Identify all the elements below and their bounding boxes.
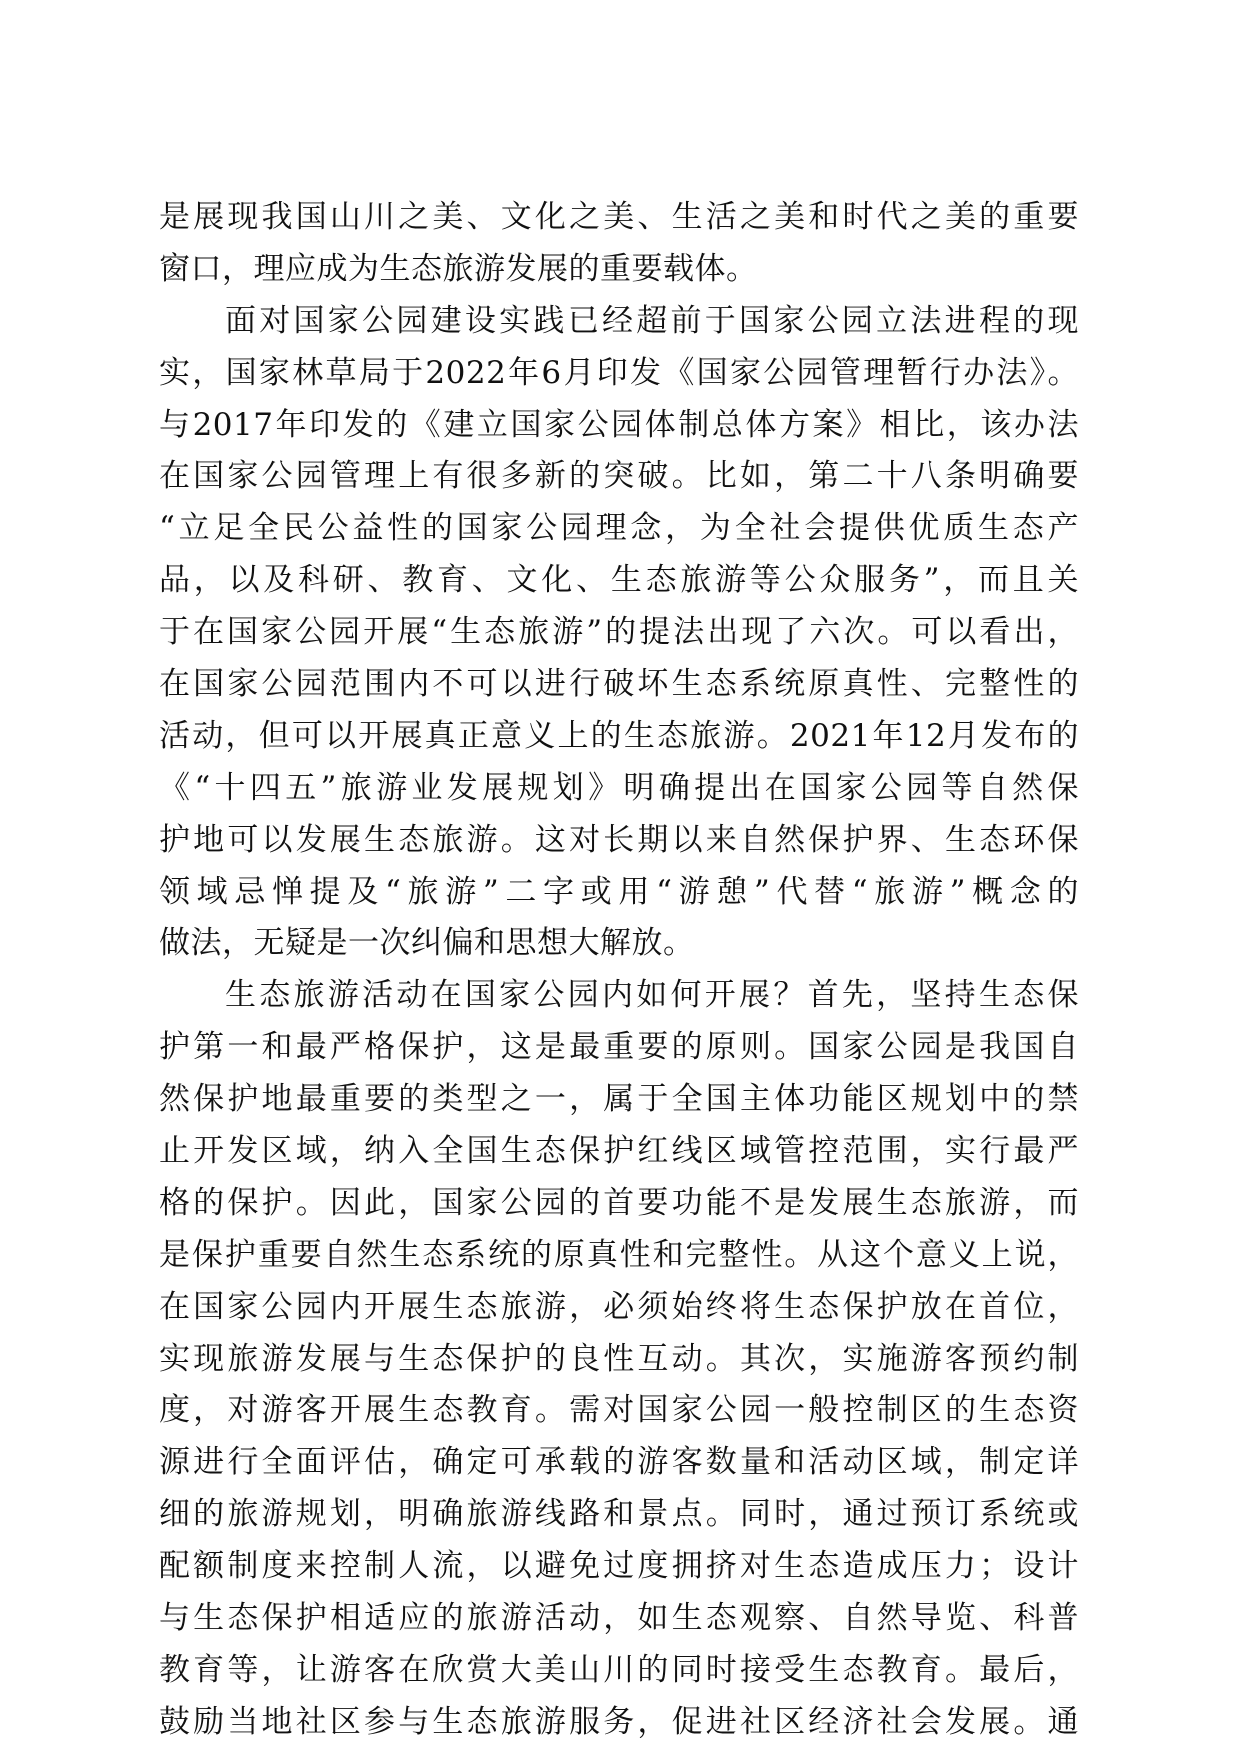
text-line-15: 做法，无疑是一次纠偏和思想大解放。 [159,925,695,962]
text-line-17: 护第一和最严格保护，这是最重要的原则。国家公园是我国自 [159,1029,1079,1066]
text-line-12: 《“十四五”旅游业发展规划》明确提出在国家公园等自然保 [159,769,1079,806]
text-line-21: 是保护重要自然生态系统的原真性和完整性。从这个意义上说， [159,1236,1079,1273]
text-line-1: 是展现我国山川之美、文化之美、生活之美和时代之美的重要 [159,199,1079,235]
text-line-27: 配额制度来控制人流，以避免过度拥挤对生态造成压力；设计 [159,1548,1079,1585]
text-line-10: 在国家公园范围内不可以进行破坏生态系统原真性、完整性的 [159,666,1079,703]
text-line-6: 在国家公园管理上有很多新的突破。比如，第二十八条明确要 [159,458,1079,495]
text-line-24: 度，对游客开展生态教育。需对国家公园一般控制区的生态资 [159,1392,1079,1429]
text-line-5: 与2017年印发的《建立国家公园体制总体方案》相比，该办法 [159,406,1079,443]
text-line-28: 与生态保护相适应的旅游活动，如生态观察、自然导览、科普 [159,1600,1079,1637]
text-line-20: 格的保护。因此，国家公园的首要功能不是发展生态旅游，而 [159,1184,1079,1221]
text-line-25: 源进行全面评估，确定可承载的游客数量和活动区域，制定详 [159,1444,1079,1481]
text-line-29: 教育等，让游客在欣赏大美山川的同时接受生态教育。最后， [159,1651,1079,1688]
text-line-16: 生态旅游活动在国家公园内如何开展？首先，坚持生态保 [225,977,1079,1014]
text-line-2: 窗口，理应成为生态旅游发展的重要载体。 [159,250,758,287]
text-line-3: 面对国家公园建设实践已经超前于国家公园立法进程的现 [225,302,1079,339]
text-line-14: 领域忌惮提及“旅游”二字或用“游憩”代替“旅游”概念的 [159,873,1079,910]
text-line-22: 在国家公园内开展生态旅游，必须始终将生态保护放在首位， [159,1288,1079,1325]
text-line-30: 鼓励当地社区参与生态旅游服务，促进社区经济社会发展。通 [159,1703,1079,1740]
text-line-18: 然保护地最重要的类型之一，属于全国主体功能区规划中的禁 [159,1081,1079,1118]
text-line-26: 细的旅游规划，明确旅游线路和景点。同时，通过预订系统或 [159,1496,1079,1533]
text-line-11: 活动，但可以开展真正意义上的生态旅游。2021年12月发布的 [159,717,1079,754]
text-line-19: 止开发区域，纳入全国生态保护红线区域管控范围，实行最严 [159,1133,1079,1170]
text-line-7: “立足全民公益性的国家公园理念，为全社会提供优质生态产 [159,510,1079,547]
text-line-4: 实，国家林草局于2022年6月印发《国家公园管理暂行办法》。 [159,354,1079,391]
body-text [159,192,1079,1749]
text-line-9: 于在国家公园开展“生态旅游”的提法出现了六次。可以看出， [159,614,1079,651]
text-line-23: 实现旅游发展与生态保护的良性互动。其次，实施游客预约制 [159,1340,1079,1377]
text-line-8: 品，以及科研、教育、文化、生态旅游等公众服务”，而且关 [159,562,1079,599]
text-line-13: 护地可以发展生态旅游。这对长期以来自然保护界、生态环保 [159,821,1079,858]
